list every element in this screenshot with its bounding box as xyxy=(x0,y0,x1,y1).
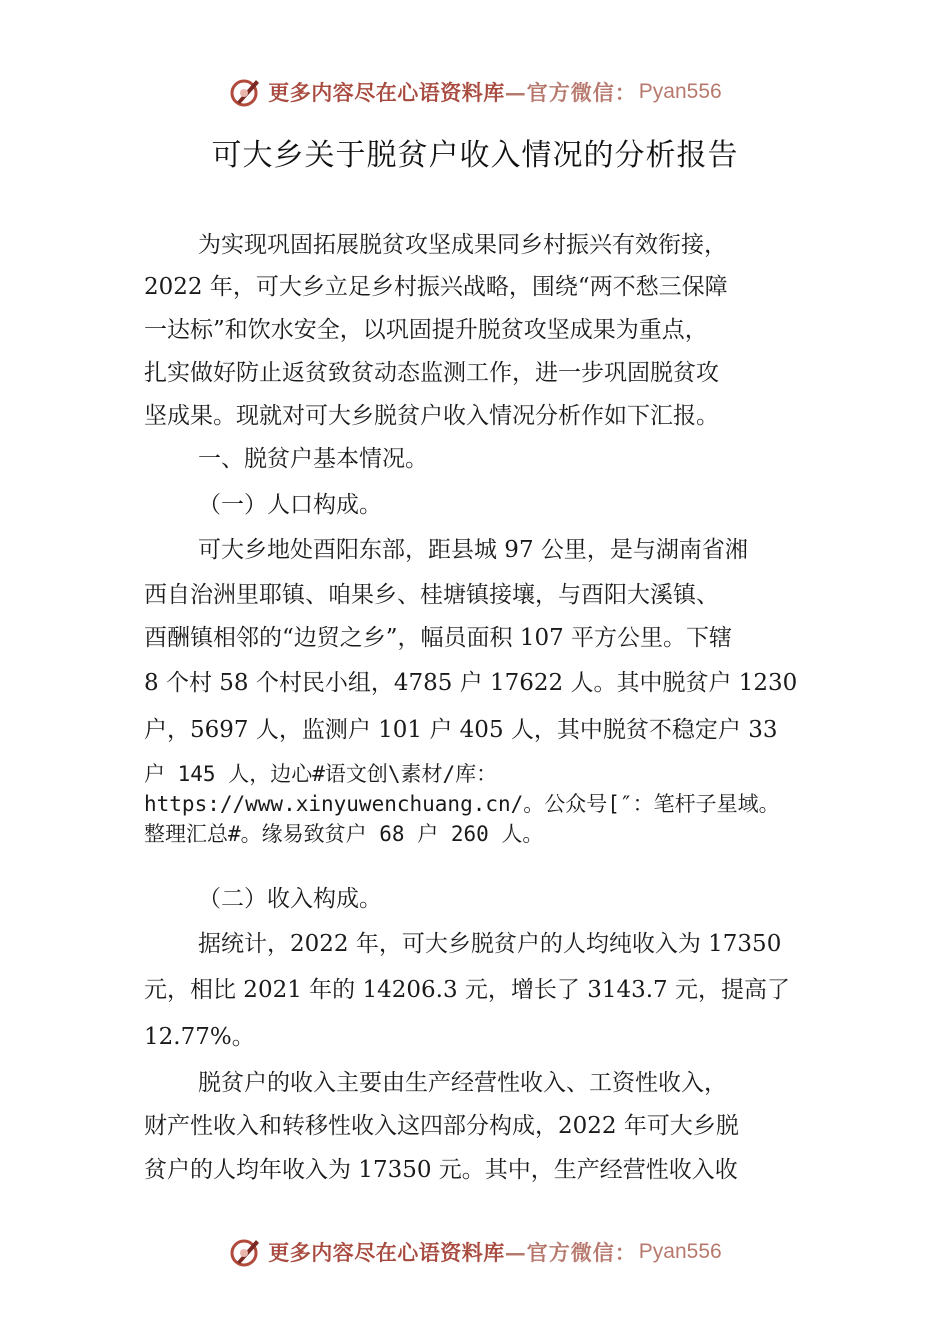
banner-wechat-id: Pyan556 xyxy=(638,80,722,103)
document-title: 可大乡关于脱贫户收入情况的分析报告 xyxy=(211,138,739,173)
paragraph-line: 为实现巩固拓展脱贫攻坚成果同乡村振兴有效衔接， xyxy=(198,232,727,258)
banner-text: 更多内容尽在心语资料库 xyxy=(268,1240,505,1265)
paragraph-line: 据统计，2022 年，可大乡脱贫户的人均纯收入为 17350 xyxy=(198,931,782,957)
header-banner xyxy=(0,70,950,114)
pen-logo-icon xyxy=(228,75,262,109)
pen-logo-icon xyxy=(228,1235,262,1269)
subsection-heading: （一）人口构成。 xyxy=(198,492,382,518)
section-heading: 一、脱贫户基本情况。 xyxy=(198,446,428,472)
banner-dash: — xyxy=(504,79,527,105)
paragraph-line: 酉酬镇相邻的“边贸之乡”，幅员面积 107 平方公里。下辖 xyxy=(144,625,733,651)
paragraph-line: 一达标”和饮水安全，以巩固提升脱贫攻坚成果为重点， xyxy=(144,317,708,343)
paragraph-line: 整理汇总#。缘易致贫户 68 户 260 人。 xyxy=(144,822,544,846)
paragraph-line: 2022 年，可大乡立足乡村振兴战略，围绕“两不愁三保障 xyxy=(144,274,728,300)
banner-wechat-id: Pyan556 xyxy=(638,1240,722,1263)
paragraph-line: 12.77%。 xyxy=(144,1024,255,1050)
paragraph-line: 可大乡地处酉阳东部，距县城 97 公里，是与湖南省湘 xyxy=(198,537,748,563)
paragraph-line: 财产性收入和转移性收入这四部分构成，2022 年可大乡脱 xyxy=(144,1113,739,1139)
banner-dash: — xyxy=(504,1239,527,1265)
paragraph-line: 坚成果。现就对可大乡脱贫户收入情况分析作如下汇报。 xyxy=(144,403,719,429)
paragraph-line: 8 个村 58 个村民小组，4785 户 17622 人。其中脱贫户 1230 xyxy=(144,670,798,696)
url-line: https://www.xinyuwenchuang.cn/。公众号[″：笔杆子星域。 xyxy=(144,792,780,816)
paragraph-line: 元，相比 2021 年的 14206.3 元，增长了 3143.7 元，提高了 xyxy=(144,977,790,1003)
paragraph-line: 贫户的人均年收入为 17350 元。其中，生产经营性收入收 xyxy=(144,1157,738,1183)
paragraph-line: 西自治洲里耶镇、咱果乡、桂塘镇接壤，与酉阳大溪镇、 xyxy=(144,582,719,608)
banner-text: 更多内容尽在心语资料库 xyxy=(268,80,505,105)
paragraph-line: 户，5697 人，监测户 101 户 405 人，其中脱贫不稳定户 33 xyxy=(144,717,778,743)
banner-wechat-label: 官方微信： xyxy=(526,80,637,105)
paragraph-line: 户 145 人，边心#语文创\素材/库： xyxy=(144,762,498,786)
paragraph-line: 扎实做好防止返贫致贫动态监测工作，进一步巩固脱贫攻 xyxy=(144,360,719,386)
footer-banner xyxy=(0,1230,950,1274)
paragraph-line: 脱贫户的收入主要由生产经营性收入、工资性收入， xyxy=(198,1070,727,1096)
subsection-heading: （二）收入构成。 xyxy=(198,886,382,912)
banner-wechat-label: 官方微信： xyxy=(526,1240,637,1265)
